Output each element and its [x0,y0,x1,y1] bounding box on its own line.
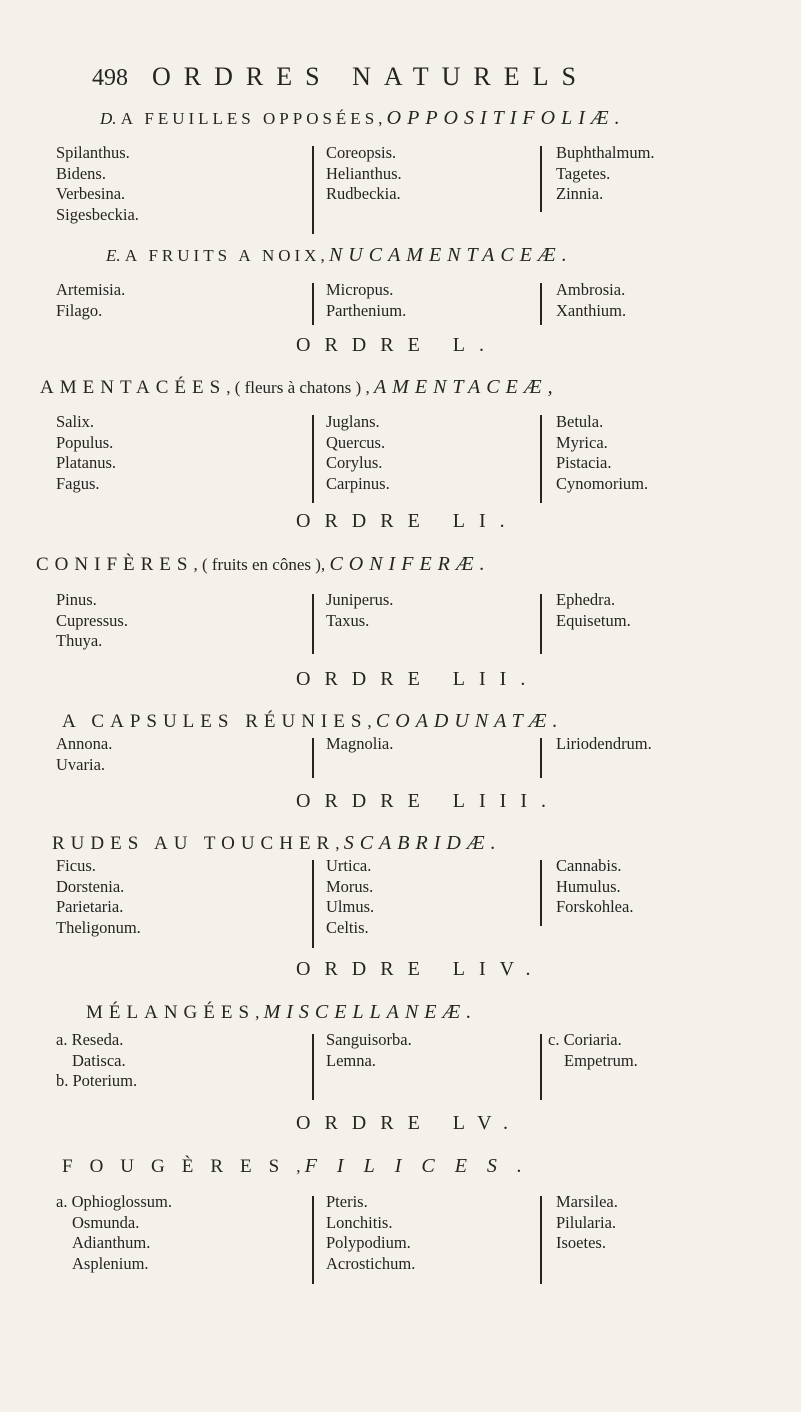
genus-name: Humulus. [556,876,621,896]
genus-name: Coreopsis. [326,143,397,162]
genus-name: SCABRIDÆ. [343,832,502,854]
column-rule [312,146,314,234]
genus-name: Pinus. [56,590,97,609]
genus-name: , [335,834,340,853]
genus-name: Equisetum. [556,610,631,630]
genus-name: FOUGÈRES [62,1156,297,1177]
genus-name: Dorstenia. [56,876,125,896]
genus-name: AMENTACEÆ, [373,376,559,398]
genera-column [56,1030,137,1092]
genus-name: , [296,1157,301,1176]
column-rule [540,738,542,778]
genus-name: Taxus. [326,610,370,630]
order-heading: ORDRE LI. [296,510,519,532]
order-heading: ORDRE LIII. [296,790,560,812]
column-rule [540,1034,542,1100]
genus-name: MISCELLANEÆ. [263,1001,478,1023]
genus-name: Parietaria. [56,897,124,916]
order-subtitle [52,832,502,855]
genus-name: Ambrosia. [556,280,626,299]
column-rule [312,860,314,948]
genera-column [326,590,393,631]
genus-name: Ficus. [56,856,96,875]
running-head [92,62,589,92]
genera-column [56,590,128,652]
genus-name: Lonchitis. [326,1212,393,1232]
genera-column [556,280,626,321]
genus-name: Populus. [56,432,114,452]
genus-name: Cynomorium. [556,473,649,493]
genera-column [56,143,139,225]
genera-column [556,734,652,755]
genus-name: Theligonum. [56,917,141,937]
genera-column [556,590,631,631]
genus-name: Ulmus. [326,897,375,916]
order-heading: ORDRE LII. [296,668,540,690]
genus-name: Forskohlea. [556,897,634,916]
genus-name: Empetrum. [564,1050,638,1070]
genus-name: CONIFÈRES [36,554,194,575]
genus-name: Rudbeckia. [326,184,401,203]
genera-column [326,1192,415,1274]
genera-column [56,412,116,494]
genera-column [556,1192,618,1254]
genus-name: , ( fleurs à chatons ) , [226,378,370,397]
genus-name: E. [106,246,121,265]
genus-name: , [255,1003,260,1022]
genus-name: Xanthium. [556,300,627,320]
genus-name: Filago. [56,300,103,320]
genus-name: Annona. [56,734,113,753]
genus-name: c. Coriaria. [548,1030,622,1049]
genus-name: NUCAMENTACEÆ. [328,244,573,266]
genus-name: FILICES. [304,1155,542,1177]
genus-name: Juniperus. [326,590,394,609]
genera-column [326,1030,412,1071]
order-subtitle [36,553,491,576]
genera-column [326,734,393,755]
order-subtitle [62,1155,542,1178]
genus-name: Fagus. [56,473,100,493]
section-heading-d [100,107,626,130]
genus-name: Zinnia. [556,184,604,203]
genus-name: OPPOSITIFOLIÆ. [386,107,626,129]
genus-name: Salix. [56,412,95,431]
genus-name: b. Poterium. [56,1071,138,1090]
genus-name: Platanus. [56,453,117,472]
genus-name: Tagetes. [556,163,611,183]
genus-name: Quercus. [326,432,386,452]
genus-name: A CAPSULES RÉUNIES [62,711,368,732]
column-rule [540,1196,542,1284]
genus-name: Ephedra. [556,590,616,609]
genus-name: Polypodium. [326,1233,411,1252]
genus-name: Carpinus. [326,473,390,493]
genus-name: Morus. [326,876,374,896]
column-rule [540,415,542,503]
genus-name: RUDES AU TOUCHER [52,833,336,854]
genera-column [56,280,125,321]
genus-name: D. [100,109,117,128]
genus-name: , [367,712,372,731]
column-rule [540,146,542,212]
genera-column [556,143,655,205]
genus-name: Parthenium. [326,300,407,320]
column-rule [312,594,314,654]
running-title: ORDRES NATURELS [152,62,589,91]
genera-column [326,412,390,494]
genus-name: Micropus. [326,280,394,299]
column-rule [540,860,542,926]
order-subtitle [40,376,559,399]
genus-name: Bidens. [56,163,106,183]
genus-name: A FRUITS A NOIX [124,246,321,265]
column-rule [312,283,314,325]
genera-column [326,856,374,938]
genus-name: Pilularia. [556,1212,617,1232]
genus-name: Cupressus. [56,610,128,630]
genus-name: Datisca. [72,1050,126,1070]
genus-name: , [320,246,325,265]
genus-name: Uvaria. [56,754,106,774]
genera-column [56,734,112,775]
section-heading-e [106,244,573,267]
order-subtitle [62,710,564,733]
genus-name: Lemna. [326,1050,376,1070]
genus-name: Juglans. [326,412,380,431]
genera-column [556,856,633,918]
genus-name: AMENTACÉES [40,377,227,398]
genera-column [548,1030,638,1071]
page-number: 498 [92,65,128,91]
genera-column [326,280,406,321]
genus-name: Betula. [556,412,604,431]
genus-name: Urtica. [326,856,372,875]
genus-name: Liriodendrum. [556,734,652,753]
genus-name: Artemisia. [56,280,126,299]
genus-name: Cannabis. [556,856,622,875]
genus-name: Myrica. [556,432,608,452]
genus-name: Acrostichum. [326,1253,416,1273]
genus-name: Sigesbeckia. [56,204,139,224]
genus-name: Celtis. [326,917,369,937]
genus-name: Marsilea. [556,1192,618,1211]
genus-name: Pteris. [326,1192,368,1211]
order-heading: ORDRE LIV. [296,958,545,980]
genus-name: , [378,109,383,128]
genera-column [326,143,402,205]
genus-name: Corylus. [326,453,383,472]
genus-name: Adianthum. [72,1233,151,1252]
column-rule [312,415,314,503]
genus-name: Magnolia. [326,734,394,753]
column-rule [312,1034,314,1100]
genus-name: COADUNATÆ. [375,710,564,732]
order-heading: ORDRE LV. [296,1112,523,1134]
column-rule [540,283,542,325]
genus-name: Spilanthus. [56,143,130,162]
column-rule [312,738,314,778]
column-rule [540,594,542,654]
genus-name: Pistacia. [556,453,612,472]
genus-name: Buphthalmum. [556,143,655,162]
genus-name: , ( fruits en cônes ), [193,555,326,574]
genus-name: Verbesina. [56,184,126,203]
genera-column [56,856,141,938]
order-heading: ORDRE L. [296,334,498,356]
genus-name: MÉLANGÉES [86,1002,256,1023]
genus-name: Helianthus. [326,163,402,183]
genus-name: a. Reseda. [56,1030,124,1049]
genus-name: CONIFERÆ. [329,553,491,575]
genus-name: A FEUILLES OPPOSÉES [120,109,379,128]
genus-name: Isoetes. [556,1233,606,1252]
order-subtitle [86,1001,477,1024]
genus-name: Osmunda. [72,1212,140,1232]
genus-name: Asplenium. [72,1253,149,1273]
genera-column [556,412,648,494]
genus-name: Thuya. [56,631,103,650]
column-rule [312,1196,314,1284]
genera-column [56,1192,172,1274]
genus-name: a. Ophioglossum. [56,1192,172,1211]
genus-name: Sanguisorba. [326,1030,412,1049]
